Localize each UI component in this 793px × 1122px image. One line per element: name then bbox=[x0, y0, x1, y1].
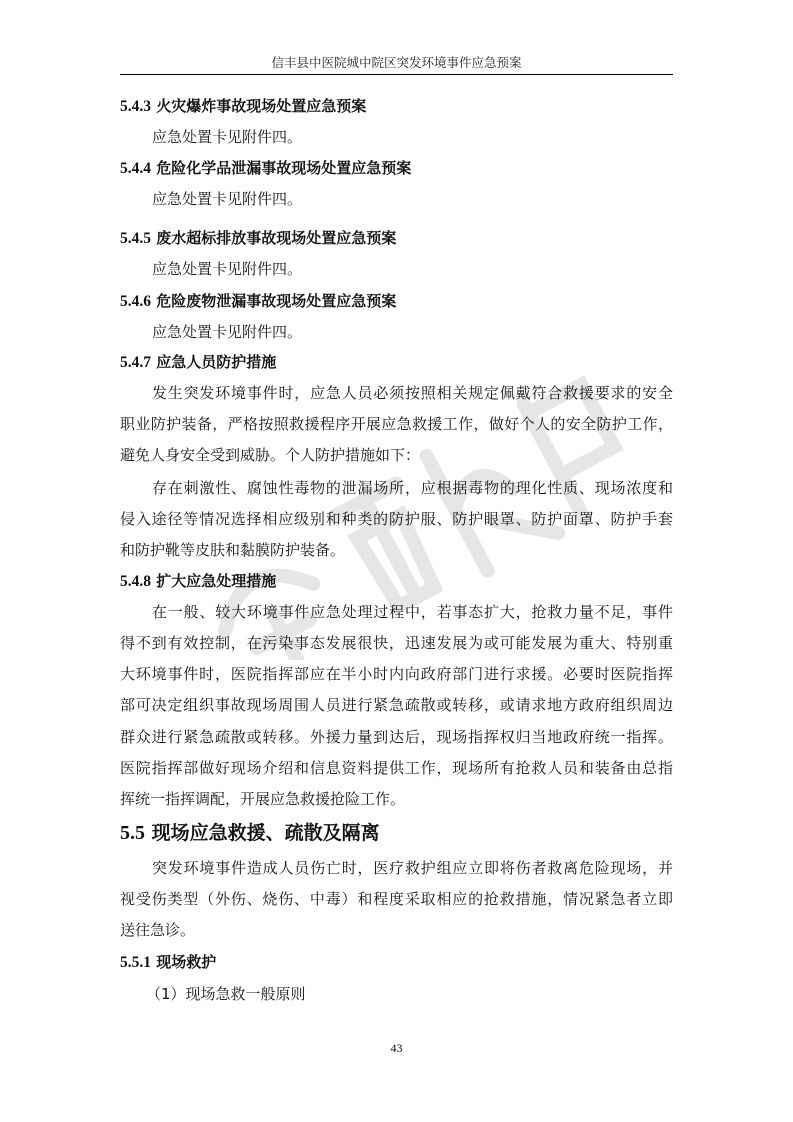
body-line: 应急处置卡见附件四。 bbox=[152, 260, 303, 278]
section-number: 5.5.1 bbox=[120, 954, 151, 971]
section-title: 应急人员防护措施 bbox=[156, 353, 277, 371]
heading-5-4-3 bbox=[120, 96, 366, 117]
heading-5-4-4 bbox=[120, 158, 411, 179]
section-title: 现场救护 bbox=[156, 953, 217, 971]
paragraph-line: 职业防护装备，严格按照救援程序开展应急救援工作，做好个人的安全防护工作， bbox=[120, 415, 673, 433]
body-line: 应急处置卡见附件四。 bbox=[152, 128, 303, 146]
paragraph-line: 大环境事件时，医院指挥部应在半小时内向政府部门进行求援。必要时医院指挥 bbox=[120, 665, 673, 683]
page-number: 43 bbox=[390, 1041, 403, 1055]
section-number: 5.4.6 bbox=[120, 293, 151, 310]
body-line: 应急处置卡见附件四。 bbox=[152, 323, 303, 341]
section-number: 5.4.8 bbox=[120, 573, 151, 590]
section-title: 火灾爆炸事故现场处置应急预案 bbox=[156, 97, 367, 115]
heading-5-4-6 bbox=[120, 291, 396, 312]
section-number: 5.5 bbox=[120, 822, 145, 844]
paragraph-line: 群众进行紧急疏散或转移。外援力量到达后，现场指挥权归当地政府统一指挥。 bbox=[120, 728, 673, 746]
body-line: 应急处置卡见附件四。 bbox=[152, 190, 303, 208]
heading-5-4-8 bbox=[120, 571, 276, 592]
heading-5-4-7 bbox=[120, 352, 276, 373]
paragraph-line: 存在刺激性、腐蚀性毒物的泄漏场所，应根据毒物的理化性质、现场浓度和 bbox=[152, 479, 673, 497]
paragraph-line: 视受伤类型（外伤、烧伤、中毒）和程度采取相应的抢救措施，情况紧急者立即 bbox=[120, 890, 673, 908]
section-title: 现场应急救援、疏散及隔离 bbox=[151, 822, 380, 844]
section-number: 5.4.4 bbox=[120, 160, 151, 177]
paragraph-line: 避免人身安全受到威胁。个人防护措施如下： bbox=[120, 446, 421, 464]
section-number: 5.4.3 bbox=[120, 98, 151, 115]
list-item: （1）现场急救一般原则 bbox=[146, 985, 306, 1003]
paragraph-line: 挥统一指挥调配，开展应急救援抢险工作。 bbox=[120, 790, 406, 808]
paragraph-line: 在一般、较大环境事件应急处理过程中，若事态扩大，抢救力量不足，事件 bbox=[152, 603, 673, 621]
heading-5-5 bbox=[120, 820, 380, 846]
section-title: 扩大应急处理措施 bbox=[156, 572, 277, 590]
section-title: 废水超标排放事故现场处置应急预案 bbox=[156, 229, 397, 247]
paragraph-line: 医院指挥部做好现场介绍和信息资料提供工作，现场所有抢救人员和装备由总指 bbox=[120, 759, 673, 777]
paragraph-line: 送往急诊。 bbox=[120, 921, 196, 939]
section-title: 危险废物泄漏事故现场处置应急预案 bbox=[156, 292, 397, 310]
heading-5-4-5 bbox=[120, 228, 396, 249]
paragraph-line: 部可决定组织事故现场周围人员进行紧急疏散或转移，或请求地方政府组织周边 bbox=[120, 696, 673, 714]
paragraph-line: 突发环境事件造成人员伤亡时，医疗救护组应立即将伤者救离危险现场，并 bbox=[152, 859, 673, 877]
paragraph-line: 和防护靴等皮肤和黏膜防护装备。 bbox=[120, 541, 346, 559]
paragraph-line: 侵入途径等情况选择相应级别和种类的防护服、防护眼罩、防护面罩、防护手套 bbox=[120, 510, 673, 528]
running-header: 信丰县中医院城中院区突发环境事件应急预案 bbox=[271, 55, 522, 70]
header-rule bbox=[120, 74, 673, 75]
section-title: 危险化学品泄漏事故现场处置应急预案 bbox=[156, 159, 412, 177]
paragraph-line: 发生突发环境事件时，应急人员必须按照相关规定佩戴符合救援要求的安全 bbox=[152, 384, 673, 402]
paragraph-line: 得不到有效控制，在污染事态发展很快，迅速发展为或可能发展为重大、特别重 bbox=[120, 634, 673, 652]
section-number: 5.4.7 bbox=[120, 354, 151, 371]
heading-5-5-1 bbox=[120, 952, 216, 973]
section-number: 5.4.5 bbox=[120, 230, 151, 247]
